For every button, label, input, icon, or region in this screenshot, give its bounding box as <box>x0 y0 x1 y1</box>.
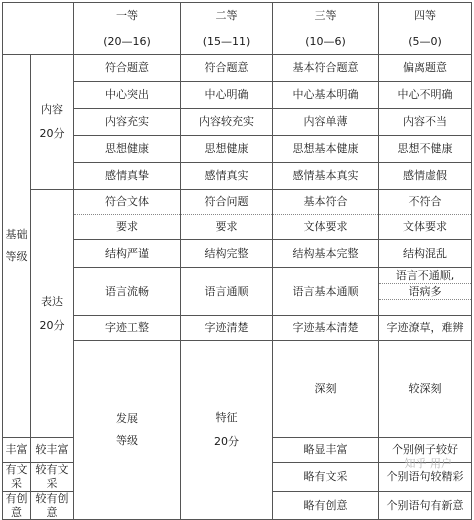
table-row <box>3 268 472 284</box>
table-cell: 思想健康 <box>181 136 273 163</box>
table-cell: 略显丰富 <box>273 438 379 463</box>
table-row <box>3 55 472 82</box>
grade-4-header <box>379 3 472 55</box>
table-cell: 内容单薄 <box>273 109 379 136</box>
grade-3-header <box>273 3 379 55</box>
table-cell: 语言基本通顺 <box>273 268 379 316</box>
table-cell: 思想基本健康 <box>273 136 379 163</box>
header-row <box>3 3 472 55</box>
table-cell: 深刻 <box>273 341 379 438</box>
expression-label <box>31 190 74 438</box>
grade-2-header <box>181 3 273 55</box>
table-cell: 语病多 <box>379 284 472 300</box>
table-cell: 有文采 <box>3 463 31 492</box>
table-cell: 结构混乱 <box>379 240 472 268</box>
table-cell: 略有创意 <box>273 491 379 520</box>
table-cell: 字迹工整 <box>74 316 181 341</box>
table-cell: 个别例子较好 <box>379 438 472 463</box>
table-cell: 文体要求 <box>273 215 379 240</box>
table-cell: 符合问题 <box>181 190 273 215</box>
category-points: 20分 <box>39 318 65 332</box>
category-name: 特征 <box>215 411 238 425</box>
table-cell: 感情真挚 <box>74 163 181 190</box>
table-row <box>3 136 472 163</box>
grade-range: (15—11) <box>202 34 251 48</box>
table-cell: 有创意 <box>3 491 31 520</box>
table-cell: 丰富 <box>3 438 31 463</box>
table-cell: 字迹清楚 <box>181 316 273 341</box>
table-cell: 感情真实 <box>181 163 273 190</box>
basic-level-label: 基础 等级 <box>3 55 31 438</box>
grade-name: 一等 <box>116 8 138 22</box>
table-cell: 内容充实 <box>74 109 181 136</box>
table-cell: 要求 <box>74 215 181 240</box>
header-corner-cell <box>3 3 74 55</box>
table-cell <box>379 300 472 316</box>
development-level-label: 发展 等级 <box>74 341 181 520</box>
table-cell: 符合题意 <box>74 55 181 82</box>
category-points: 20分 <box>214 435 239 449</box>
table-cell: 结构基本完整 <box>273 240 379 268</box>
table-cell: 符合文体 <box>74 190 181 215</box>
table-row <box>3 215 472 240</box>
table-row <box>3 190 472 215</box>
table-cell: 个别语句较精彩 <box>379 463 472 492</box>
table-row <box>3 82 472 109</box>
content-label <box>31 55 74 190</box>
category-name: 内容 <box>41 103 63 117</box>
table-row <box>3 163 472 190</box>
table-cell: 语言通顺 <box>181 268 273 316</box>
table-cell: 文体要求 <box>379 215 472 240</box>
table-cell: 较深刻 <box>379 341 472 438</box>
table-cell: 思想健康 <box>74 136 181 163</box>
table-cell: 思想不健康 <box>379 136 472 163</box>
table-cell: 符合题意 <box>181 55 273 82</box>
table-cell: 较有文采 <box>31 463 74 492</box>
table-cell: 偏离题意 <box>379 55 472 82</box>
grade-range: (5—0) <box>408 34 442 48</box>
table-cell: 要求 <box>181 215 273 240</box>
table-cell: 中心明确 <box>181 82 273 109</box>
table-cell: 较丰富 <box>31 438 74 463</box>
table-cell: 感情基本真实 <box>273 163 379 190</box>
table-cell: 不符合 <box>379 190 472 215</box>
table-cell: 内容不当 <box>379 109 472 136</box>
table-cell: 中心不明确 <box>379 82 472 109</box>
table-cell: 个别语句有新意 <box>379 491 472 520</box>
table-cell: 基本符合题意 <box>273 55 379 82</box>
table-cell: 略有文采 <box>273 463 379 492</box>
essay-grading-rubric-table <box>2 2 472 520</box>
table-cell: 结构严谨 <box>74 240 181 268</box>
grade-name: 二等 <box>215 8 238 22</box>
grade-1-header <box>74 3 181 55</box>
table-cell: 内容较充实 <box>181 109 273 136</box>
features-label <box>181 341 273 520</box>
table-cell: 感情虚假 <box>379 163 472 190</box>
table-cell: 中心基本明确 <box>273 82 379 109</box>
table-row <box>3 109 472 136</box>
watermark-text: 知乎 用户 <box>404 457 452 470</box>
table-cell: 字迹潦草，难辨 <box>379 316 472 341</box>
table-cell: 字迹基本清楚 <box>273 316 379 341</box>
table-row <box>3 240 472 268</box>
grade-range: (20—16) <box>103 34 151 48</box>
category-points: 20分 <box>39 127 65 140</box>
table-row <box>3 316 472 341</box>
table-cell: 中心突出 <box>74 82 181 109</box>
table-cell: 结构完整 <box>181 240 273 268</box>
table-cell: 基本符合 <box>273 190 379 215</box>
grade-name: 四等 <box>414 8 436 22</box>
table-cell: 较有创意 <box>31 491 74 520</box>
table-cell: 语言流畅 <box>74 268 181 316</box>
table-row <box>3 341 472 438</box>
grade-name: 三等 <box>314 8 337 22</box>
grade-range: (10—6) <box>305 34 346 48</box>
table-cell: 语言不通顺, <box>379 268 472 284</box>
category-name: 表达 <box>41 294 63 308</box>
